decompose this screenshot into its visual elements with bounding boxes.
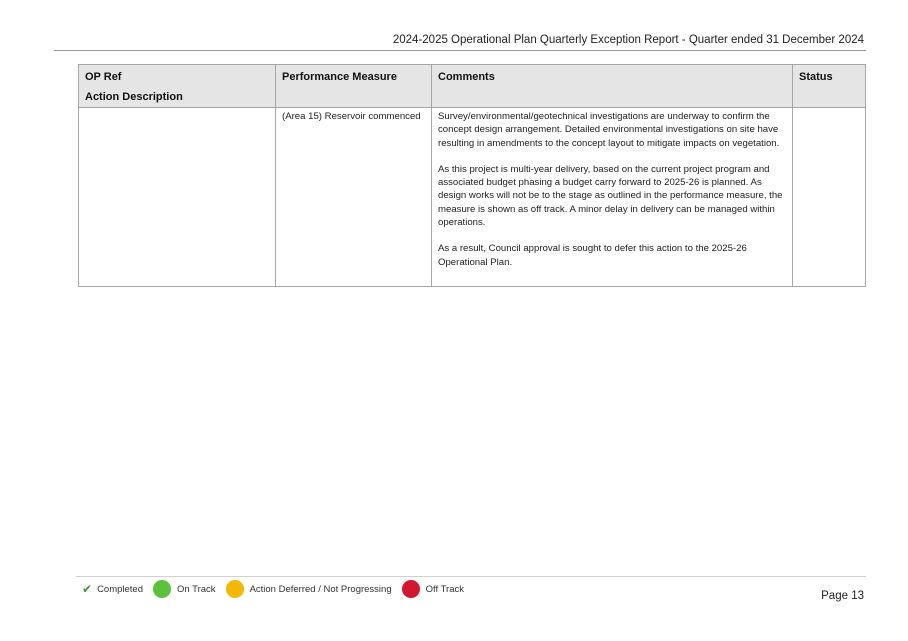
legend-label: On Track — [177, 583, 216, 595]
legend-label: Completed — [97, 583, 144, 595]
column-header-status: Status — [793, 65, 866, 108]
status-cell — [793, 108, 866, 287]
green-dot-icon — [153, 580, 171, 598]
footer-divider — [76, 576, 866, 577]
amber-dot-icon — [226, 580, 244, 598]
op-ref-header-label: OP Ref — [85, 71, 122, 83]
legend-item-off-track — [402, 580, 464, 598]
status-legend — [82, 579, 474, 599]
check-icon: ✔ — [82, 582, 93, 596]
legend-label: Action Deferred / Not Progressing — [249, 583, 392, 595]
red-dot-icon — [402, 580, 420, 598]
table-header-row — [79, 65, 866, 108]
legend-item-completed — [82, 582, 143, 596]
table-row — [79, 108, 866, 287]
report-title: 2024-2025 Operational Plan Quarterly Exception Report - Quarter ended 31 December 2024 — [392, 34, 864, 46]
comment-paragraph: As a result, Council approval is sought to defer this action to the 2025-26 Operational Plan. — [438, 243, 747, 268]
legend-label: Off Track — [425, 583, 464, 595]
legend-item-deferred — [226, 580, 392, 598]
page-number: Page 13 — [821, 590, 864, 602]
column-header-op-ref — [79, 65, 276, 108]
op-ref-cell — [79, 108, 276, 287]
comments-cell — [432, 108, 793, 287]
header-divider — [54, 50, 866, 51]
column-header-comments: Comments — [432, 65, 793, 108]
legend-item-on-track — [153, 580, 216, 598]
action-description-header-label: Action Description — [85, 91, 183, 103]
column-header-performance-measure: Performance Measure — [276, 65, 432, 108]
performance-measure-cell: (Area 15) Reservoir commenced — [276, 108, 432, 287]
exception-report-table — [78, 64, 866, 287]
comment-paragraph: As this project is multi-year delivery, based on the current project program and associated budget phasing a budget carry forward to 2025-26 is planned. As design works will not be to the stage as outlined in the performance measure, the measure is shown as off track. A minor delay in delivery can be managed within operations. — [438, 163, 783, 229]
comment-paragraph: Survey/environmental/geotechnical investigations are underway to confirm the concept design arrangement. Detailed environmental investigations on site have resulting in amendments to the concept layout to mitigate impacts on vegetation. — [438, 111, 780, 149]
